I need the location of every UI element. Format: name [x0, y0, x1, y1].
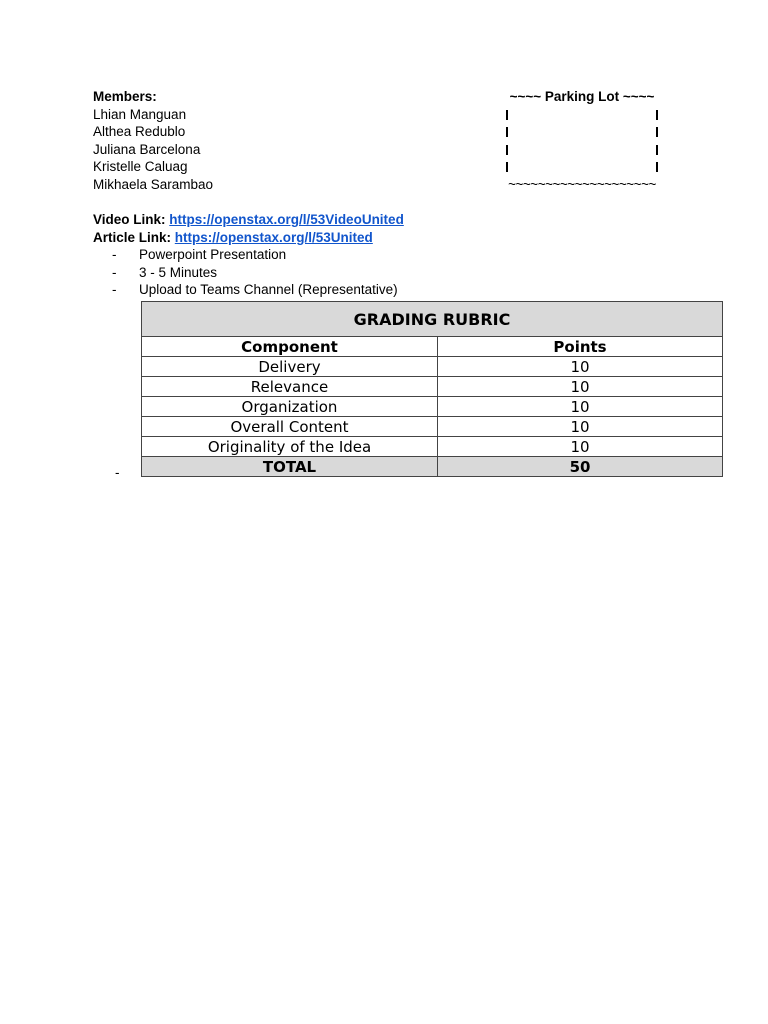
parking-lot-border-left: [506, 127, 508, 137]
list-item: [112, 264, 398, 282]
parking-lot-border-right: [656, 145, 658, 155]
table-title-row: [142, 302, 723, 337]
points-cell: 10: [438, 377, 723, 397]
member-name: Lhian Manguan: [93, 106, 187, 122]
parking-lot-row: [503, 123, 661, 141]
parking-lot-row: [503, 158, 661, 176]
parking-lot-border-left: [506, 162, 508, 172]
links-section: [93, 211, 404, 246]
parking-lot-row: [503, 106, 661, 124]
component-cell: Delivery: [142, 357, 438, 377]
member-name: Althea Redublo: [93, 124, 186, 140]
parking-lot-border-right: [656, 110, 658, 120]
column-header-component: Component: [142, 337, 438, 357]
table-title: GRADING RUBRIC: [142, 302, 723, 337]
component-cell: Organization: [142, 397, 438, 417]
video-link-label: Video Link:: [93, 212, 166, 227]
total-points: 50: [438, 457, 723, 477]
article-link[interactable]: https://openstax.org/l/53United: [174, 229, 373, 245]
parking-lot-title: ~~~~ Parking Lot ~~~~: [509, 89, 655, 104]
column-header-points: Points: [438, 337, 723, 357]
points-cell: 10: [438, 437, 723, 457]
member-name: Mikhaela Sarambao: [93, 176, 214, 192]
member-name: Juliana Barcelona: [93, 141, 201, 157]
members-heading: Members:: [93, 89, 157, 104]
parking-lot-border-left: [506, 145, 508, 155]
table-header-row: [142, 337, 723, 357]
list-item-text: Powerpoint Presentation: [139, 247, 287, 262]
table-row: [142, 357, 723, 377]
total-label: TOTAL: [142, 457, 438, 477]
total-row: [142, 457, 723, 477]
list-dash: -: [112, 264, 117, 280]
parking-lot-border-right: [656, 127, 658, 137]
requirements-list: [112, 246, 398, 299]
parking-lot-border-right: [656, 162, 658, 172]
component-cell: Originality of the Idea: [142, 437, 438, 457]
list-dash: -: [112, 247, 117, 262]
table-row: [142, 397, 723, 417]
list-dash: -: [112, 282, 117, 298]
points-cell: 10: [438, 357, 723, 377]
table-row: [142, 417, 723, 437]
points-cell: 10: [438, 397, 723, 417]
list-item-text: Upload to Teams Channel (Representative): [139, 282, 398, 298]
table-row: [142, 377, 723, 397]
members-section: [93, 88, 213, 194]
points-cell: 10: [438, 417, 723, 437]
parking-lot-footer: ~~~~~~~~~~~~~~~~~~~~: [508, 176, 656, 192]
list-item-text: 3 - 5 Minutes: [139, 264, 218, 280]
grading-rubric-table: [141, 301, 723, 477]
parking-lot-row: [503, 141, 661, 159]
parking-lot-border-left: [506, 110, 508, 120]
component-cell: Overall Content: [142, 417, 438, 437]
list-dash: -: [115, 465, 120, 480]
table-row: [142, 437, 723, 457]
component-cell: Relevance: [142, 377, 438, 397]
parking-lot-box: [503, 88, 661, 194]
list-item: [112, 281, 398, 299]
list-item: [112, 246, 398, 264]
member-name: Kristelle Caluag: [93, 159, 188, 175]
video-link[interactable]: https://openstax.org/l/53VideoUnited: [169, 212, 404, 227]
article-link-label: Article Link:: [93, 229, 172, 245]
